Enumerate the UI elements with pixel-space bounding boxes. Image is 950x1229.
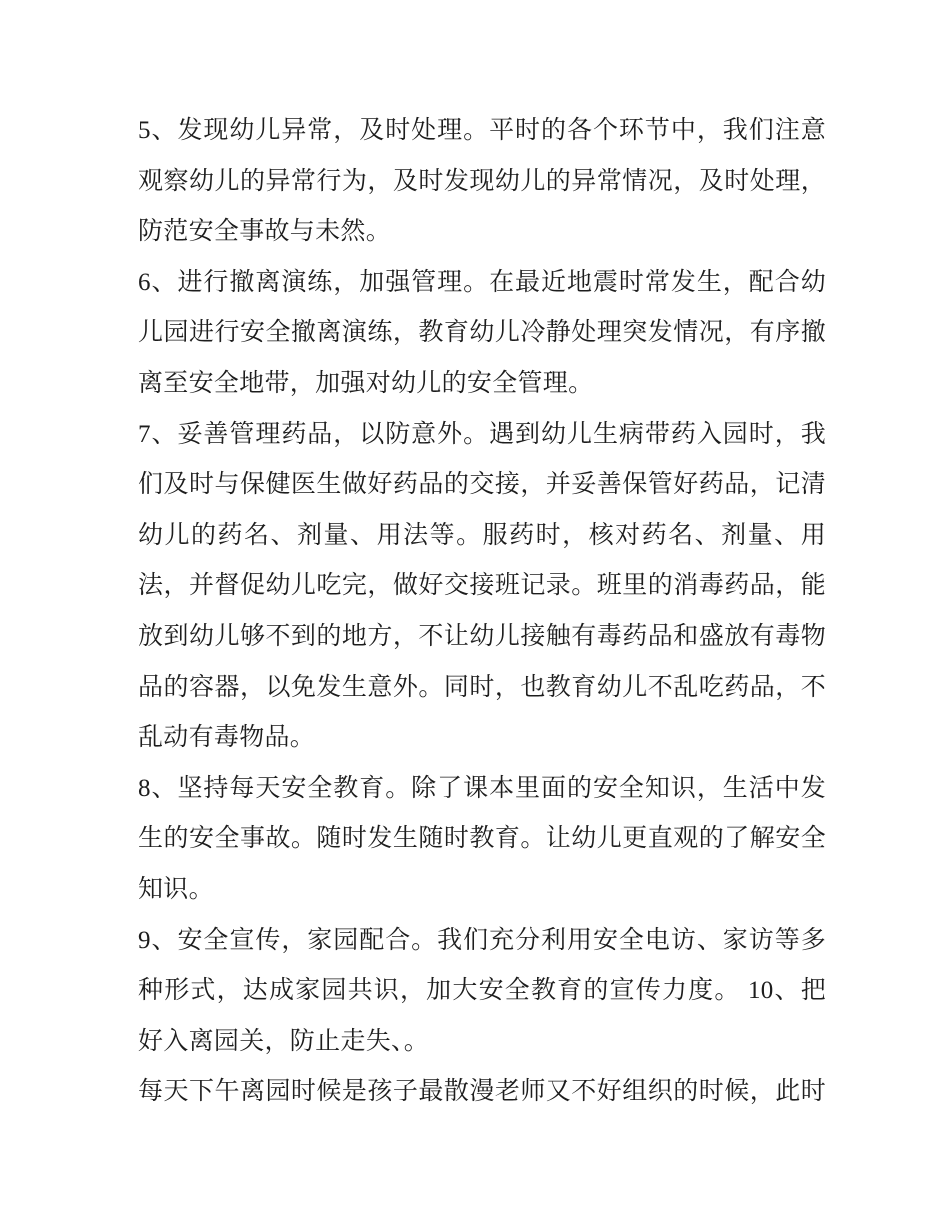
text-line: 生的安全事故。随时发生随时教育。让幼儿更直观的了解安全 xyxy=(138,825,826,853)
paragraph-item-5 xyxy=(138,106,826,258)
text-line: 8、坚持每天安全教育。除了课本里面的安全知识，生活中发 xyxy=(138,774,826,802)
text-line: 幼儿的药名、剂量、用法等。服药时，核对药名、剂量、用 xyxy=(138,521,826,549)
text-line: 儿园进行安全撤离演练，教育幼儿冷静处理突发情况，有序撤 xyxy=(138,319,826,347)
text-line: 法，并督促幼儿吃完，做好交接班记录。班里的消毒药品，能 xyxy=(138,572,826,600)
text-line: 好入离园关，防止走失、。 xyxy=(138,1027,430,1055)
paragraph-closing xyxy=(138,1067,826,1118)
text-line: 6、进行撤离演练，加强管理。在最近地震时常发生，配合幼 xyxy=(138,268,826,296)
text-line: 5、发现幼儿异常，及时处理。平时的各个环节中，我们注意 xyxy=(138,117,826,144)
text-line: 防范安全事故与未然。 xyxy=(138,218,392,246)
paragraph-item-8 xyxy=(138,764,826,916)
text-line: 种形式，达成家园共识，加大安全教育的宣传力度。 10、把 xyxy=(138,977,826,1005)
text-line: 乱动有毒物品。 xyxy=(138,724,316,752)
paragraph-item-7 xyxy=(138,410,826,764)
text-line: 7、妥善管理药品，以防意外。遇到幼儿生病带药入园时，我 xyxy=(138,420,826,448)
document-body xyxy=(138,106,826,1118)
text-line: 放到幼儿够不到的地方，不让幼儿接触有毒药品和盛放有毒物 xyxy=(138,622,826,650)
text-line: 每天下午离园时候是孩子最散漫老师又不好组织的时候，此时 xyxy=(138,1078,826,1106)
text-line: 知识。 xyxy=(138,875,214,903)
text-line: 们及时与保健医生做好药品的交接，并妥善保管好药品，记清 xyxy=(138,471,826,499)
text-line: 9、安全宣传，家园配合。我们充分利用安全电访、家访等多 xyxy=(138,926,826,954)
paragraph-item-6 xyxy=(138,258,826,410)
text-line: 离至安全地带，加强对幼儿的安全管理。 xyxy=(138,369,594,397)
paragraph-item-9-10 xyxy=(138,916,826,1068)
text-line: 品的容器，以免发生意外。同时，也教育幼儿不乱吃药品，不 xyxy=(138,673,826,701)
text-line: 观察幼儿的异常行为，及时发现幼儿的异常情况，及时处理， xyxy=(138,167,826,195)
